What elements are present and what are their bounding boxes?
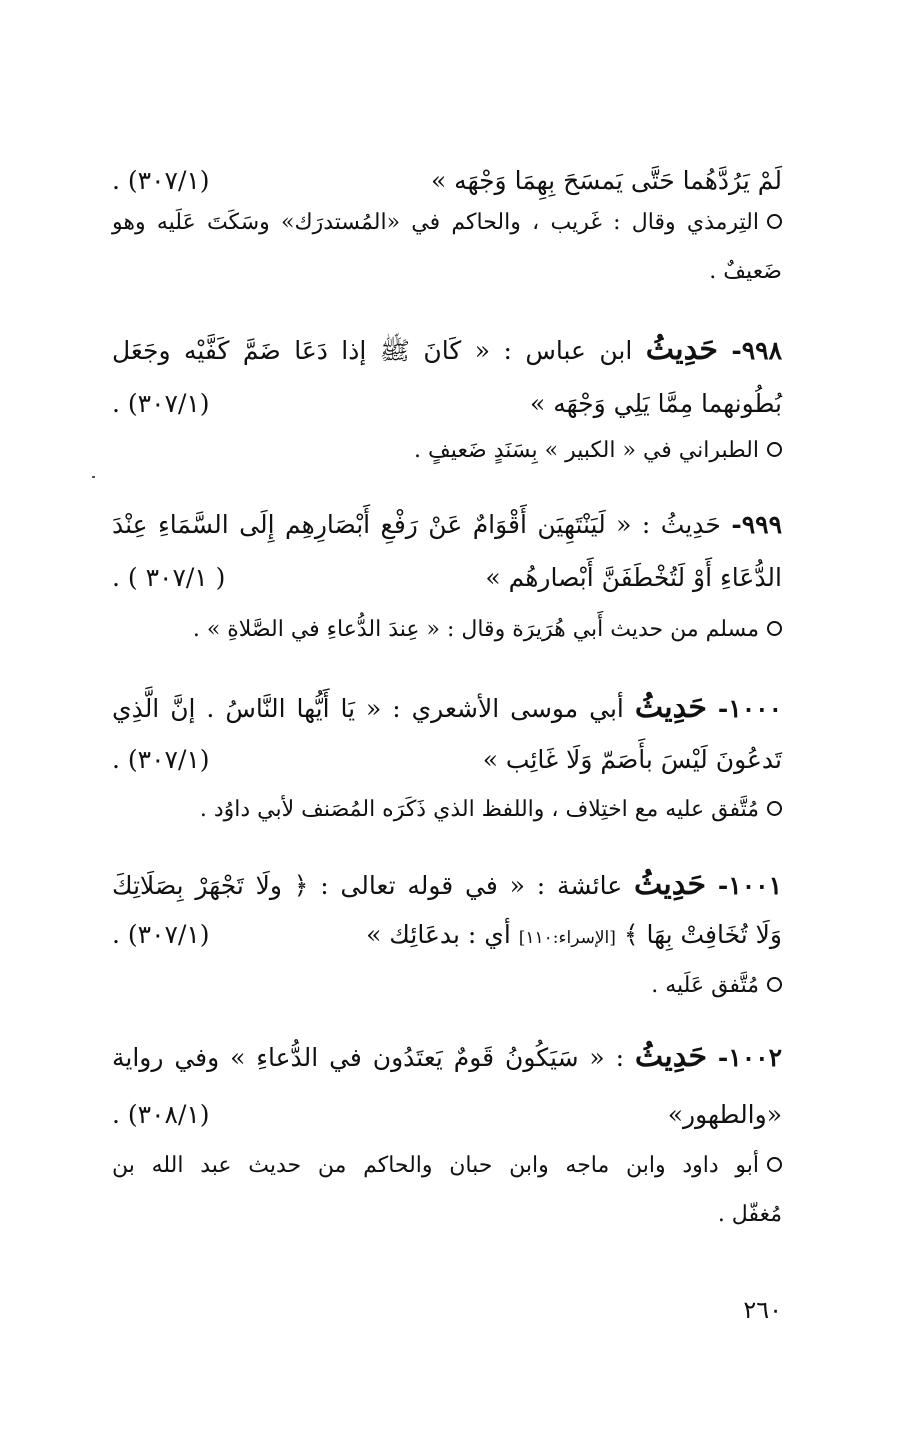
hadith-label: حَدِيثُ bbox=[660, 510, 721, 539]
commentary-line: التِرمذي وقال : غَريب ، والحاكم في «المُستدرَك» وسَكَتَ عَلَيه وهو bbox=[112, 203, 782, 243]
source-reference: (٣٠٨/١) . bbox=[112, 1100, 210, 1129]
quran-citation: [الإسراء:١١٠] bbox=[518, 928, 616, 948]
commentary-line: مُغفّل . bbox=[717, 1202, 782, 1227]
circle-bullet-icon bbox=[767, 977, 782, 992]
commentary-line: الطبراني في « الكبير » بِسَنَدٍ ضَعيفٍ . bbox=[112, 431, 782, 471]
source-reference: ( ٣٠٧/١ ) . bbox=[112, 563, 226, 592]
commentary-line: ضَعيفٌ . bbox=[709, 259, 782, 284]
hadith-text-line: تَدعُونَ لَيْسَ بأَصَمّ وَلَا غَائِب » (٣٠٧/١) . bbox=[112, 740, 782, 780]
hadith-label: حَدِيثُ bbox=[633, 867, 707, 902]
scan-speck bbox=[92, 476, 95, 478]
hadith-label: حَدِيثُ bbox=[634, 690, 707, 725]
hadith-heading-line: ١٠٠٢- حَدِيثُ : « سَيَكُونُ قَومٌ يَعتَدُون في الدُّعاءِ » وفي رواية bbox=[112, 1039, 783, 1074]
circle-bullet-icon bbox=[767, 621, 782, 636]
hadith-number: ٩٩٨- bbox=[731, 336, 783, 365]
page-number: ٢٦٠ bbox=[743, 1296, 782, 1324]
commentary-line: مُتَّفق عَلَيه . bbox=[112, 966, 782, 1006]
source-reference: (٣٠٧/١) . bbox=[112, 389, 210, 418]
hadith-text-line: وَلَا تُخَافِتْ بِهَا ﴾ [الإسراء:١١٠] أي : بدعَائِك » (٣٠٧/١) . bbox=[112, 915, 782, 955]
hadith-label: حَدِيثُ bbox=[645, 332, 718, 367]
source-reference: (٣٠٧/١) . bbox=[112, 166, 210, 195]
source-reference: (٣٠٧/١) . bbox=[112, 920, 210, 949]
hadith-number: ٩٩٩- bbox=[731, 510, 783, 539]
circle-bullet-icon bbox=[767, 214, 782, 229]
hadith-text-line: الدُّعَاءِ أَوْ لَتُخْطَفَنَّ أَبْصارهُم » ( ٣٠٧/١ ) . bbox=[112, 558, 782, 598]
hadith-heading-line: ١٠٠٠- حَدِيثُ أبي موسى الأشعري : « يَا أَيُّها النَّاسُ . إنَّ الَّذِي bbox=[112, 690, 783, 725]
hadith-text-line: بُطُونهما مِمَّا يَلِي وَجْهَه » (٣٠٧/١) . bbox=[112, 384, 782, 424]
hadith-heading-line: ١٠٠١- حَدِيثُ عائشة : « في قوله تعالى : ﴿ ولَا تَجْهَرْ بِصَلَاتِكَ bbox=[112, 867, 782, 902]
hadith-number: ١٠٠٢- bbox=[717, 1043, 783, 1072]
hadith-number: ١٠٠٠- bbox=[717, 694, 783, 723]
hadith-number: ١٠٠١- bbox=[717, 871, 782, 900]
hadith-text-line: «والطهور» (٣٠٨/١) . bbox=[112, 1095, 782, 1135]
hadith-heading-line: ٩٩٩- حَدِيثُ : « لَيَنْتَهِيَن أَقْوَامٌ عَنْ رَفْعِ أَبْصَارِهِم إِلَى السَّمَاءِ عِنْدَ bbox=[112, 510, 783, 539]
hadith-text-line: لَمْ يَرُدَّهُما حَتَّى يَمسَحَ بِهِمَا وَجْهَه » (٣٠٧/١) . bbox=[112, 161, 782, 201]
circle-bullet-icon bbox=[767, 1157, 782, 1172]
circle-bullet-icon bbox=[767, 801, 782, 816]
commentary-line: مُتَّفق عليه مع اختِلاف ، واللفظ الذي ذَكَرَه المُصَنف لأبي داوُد . bbox=[112, 790, 782, 830]
commentary-line: أبو داود وابن ماجه وابن حبان والحاكم من حديث عبد الله بن bbox=[112, 1146, 782, 1186]
source-reference: (٣٠٧/١) . bbox=[112, 745, 210, 774]
commentary-line: مسلم من حديث أَبي هُرَيرَة وقال : « عِندَ الدُّعاءِ في الصَّلاةِ » . bbox=[112, 610, 782, 650]
hadith-heading-line: ٩٩٨- حَدِيثُ ابن عباس : « كَانَ ﷺ إذا دَعَا ضَمَّ كَفَّيْه وجَعَل bbox=[112, 332, 783, 367]
hadith-label: حَدِيثُ bbox=[634, 1039, 708, 1074]
circle-bullet-icon bbox=[767, 442, 782, 457]
